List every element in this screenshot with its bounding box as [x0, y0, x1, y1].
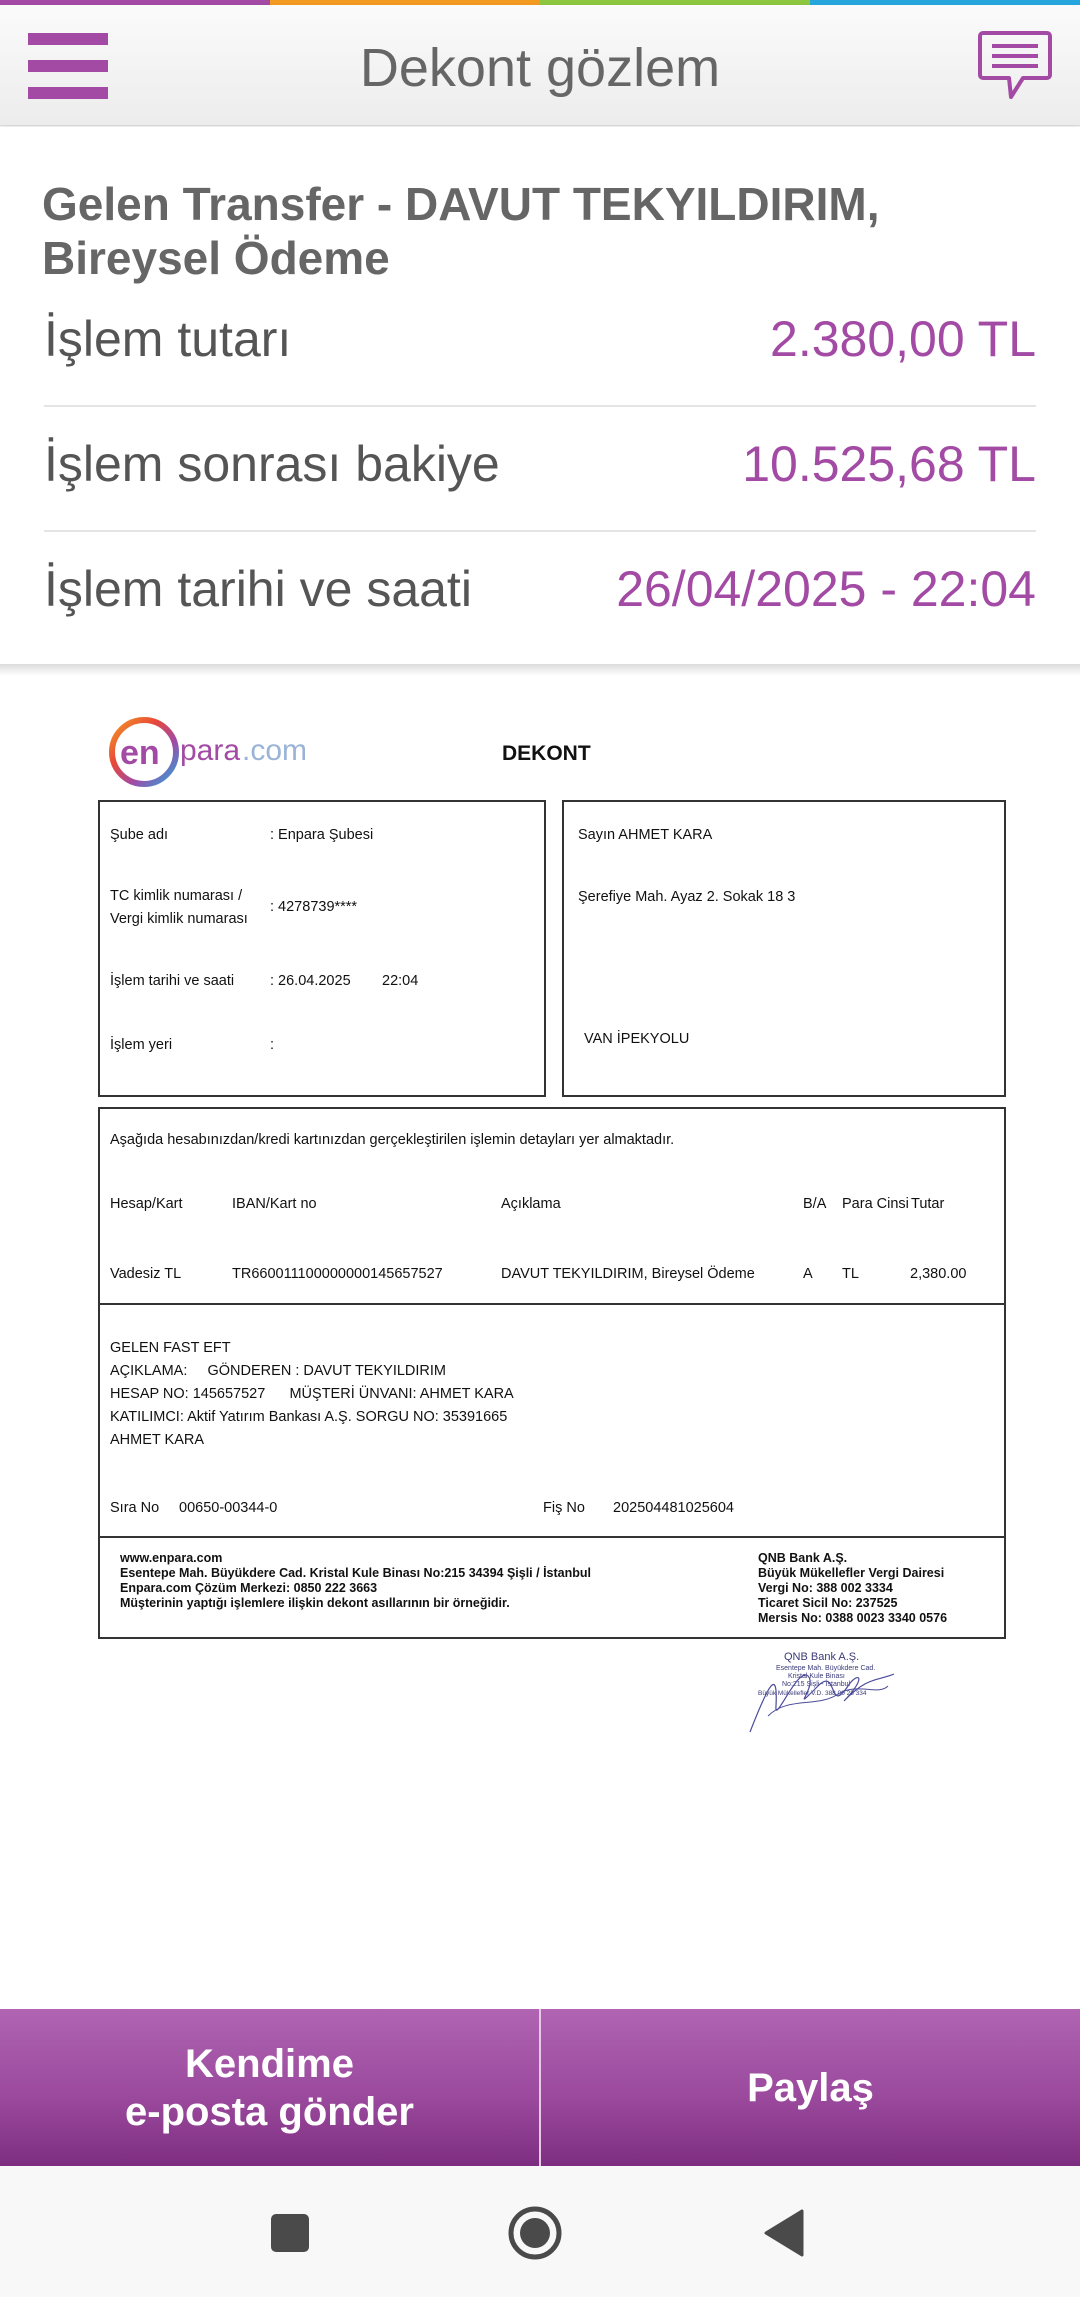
place-value: : [270, 1037, 275, 1053]
stamp-signature [748, 1646, 898, 1736]
cell-currency: TL [842, 1266, 859, 1282]
summary-divider-shadow [0, 664, 1080, 676]
detail-line-4: KATILIMCI: Aktif Yatırım Bankası A.Ş. SORGU NO: 35391665 [110, 1409, 508, 1425]
footer-left-2: Esentepe Mah. Büyükdere Cad. Kristal Kule Binası No:215 34394 Şişli / İstanbul [120, 1566, 591, 1580]
svg-text:Büyük Mükellefler V.D. 388 00: Büyük Mükellefler V.D. 388 00 23 334 [758, 1690, 867, 1697]
circle-home-icon[interactable] [500, 2198, 570, 2268]
col-description: Açıklama [501, 1196, 561, 1212]
sira-value: 00650-00344-0 [179, 1500, 278, 1516]
customer-info-box [562, 800, 1006, 1097]
datetime-value: 26/04/2025 - 22:04 [616, 561, 1036, 617]
footer-right-3: Vergi No: 388 002 3334 [758, 1581, 893, 1595]
triangle-back-icon[interactable] [750, 2198, 820, 2268]
footer-divider [100, 1536, 1004, 1538]
sira-label: Sıra No [110, 1500, 160, 1516]
date-value: : 26.04.2025 [270, 973, 351, 989]
place-label: İşlem yeri [110, 1037, 173, 1053]
amount-value: 2.380,00 TL [770, 311, 1036, 367]
footer-right-1: QNB Bank A.Ş. [758, 1551, 848, 1565]
cell-account: Vadesiz TL [110, 1266, 182, 1282]
balance-row [44, 407, 1036, 532]
svg-text:QNB Bank A.Ş.: QNB Bank A.Ş. [784, 1651, 860, 1663]
datetime-row [44, 532, 1036, 657]
share-button-label: Paylaş [747, 2065, 874, 2110]
col-ba: B/A [803, 1196, 827, 1212]
transaction-details-box [98, 1107, 1006, 1639]
logo-para-text: para [180, 734, 241, 767]
time-value: 22:04 [382, 973, 419, 989]
fis-value: 202504481025604 [613, 1500, 734, 1516]
col-amount: Tutar [911, 1196, 945, 1212]
fis-label: Fiş No [543, 1500, 585, 1516]
page-title: Dekont gözlem [359, 38, 721, 98]
branch-label: Şube adı [110, 827, 169, 843]
col-currency: Para Cinsi [842, 1196, 909, 1212]
amount-row [44, 282, 1036, 407]
customer-name: Sayın AHMET KARA [578, 827, 713, 843]
detail-line-2: AÇIKLAMA: GÖNDEREN : DAVUT TEKYILDIRIM [110, 1363, 446, 1379]
svg-text:Kristal Kule Binası: Kristal Kule Binası [788, 1673, 845, 1680]
customer-address: Şerefiye Mah. Ayaz 2. Sokak 18 3 [578, 889, 796, 905]
footer-left-1: www.enpara.com [120, 1551, 223, 1565]
footer-right-4: Ticaret Sicil No: 237525 [758, 1596, 898, 1610]
receipt-document [0, 676, 1080, 2010]
cell-description: DAVUT TEKYILDIRIM, Bireysel Ödeme [501, 1266, 755, 1282]
balance-label: İşlem sonrası bakiye [44, 436, 500, 492]
transaction-title: Gelen Transfer - DAVUT TEKYILDIRIM, Bireysel Ödeme [42, 178, 880, 284]
detail-line-3: HESAP NO: 145657527 MÜŞTERİ ÜNVANI: AHMET KARA [110, 1386, 514, 1402]
email-button-line-2: e-posta gönder [125, 2089, 414, 2134]
cell-iban: TR660011100000000145657527 [232, 1266, 443, 1282]
app-bar [0, 5, 1080, 126]
customer-city: VAN İPEKYOLU [584, 1031, 690, 1047]
chat-bubble-icon[interactable] [977, 29, 1053, 103]
detail-line-1: GELEN FAST EFT [110, 1340, 231, 1356]
receipt-title: DEKONT [502, 742, 591, 765]
logo-en-text: en [120, 734, 160, 772]
footer-right-5: Mersis No: 0388 0023 3340 0576 [758, 1611, 948, 1625]
footer-left-4: Müşterinin yaptığı işlemlere ilişkin dekont asıllarının bir örneğidir. [120, 1596, 510, 1610]
intro-text: Aşağıda hesabınızdan/kredi kartınızdan gerçekleştirilen işlemin detayları yer almaktadır. [110, 1132, 675, 1148]
table-divider [100, 1303, 1004, 1305]
col-iban: IBAN/Kart no [232, 1196, 317, 1212]
action-bar [0, 2009, 1080, 2166]
detail-line-5: AHMET KARA [110, 1432, 205, 1448]
branch-value: : Enpara Şubesi [270, 827, 374, 843]
tc-label-1: TC kimlik numarası / [110, 888, 243, 904]
cell-amount: 2,380.00 [910, 1266, 967, 1282]
svg-text:No:215 Şişli - İstanbul: No:215 Şişli - İstanbul [782, 1681, 851, 1688]
logo-com-text: .com [242, 734, 308, 767]
datetime-label: İşlem tarihi ve saati [44, 561, 472, 617]
tc-label-2: Vergi kimlik numarası [110, 911, 248, 927]
transaction-summary [0, 127, 1080, 667]
footer-left-3: Enpara.com Çözüm Merkezi: 0850 222 3663 [120, 1581, 378, 1595]
enpara-logo [108, 714, 318, 790]
system-navigation-bar [0, 2166, 1080, 2297]
share-button[interactable] [539, 2009, 1080, 2166]
amount-label: İşlem tutarı [44, 311, 292, 367]
balance-value: 10.525,68 TL [742, 436, 1036, 492]
svg-text:Esentepe Mah. Büyükdere Cad.: Esentepe Mah. Büyükdere Cad. [776, 1665, 876, 1672]
footer-right-2: Büyük Mükellefler Vergi Dairesi [758, 1566, 945, 1580]
date-label: İşlem tarihi ve saati [110, 973, 235, 989]
tc-value: : 4278739**** [270, 899, 358, 915]
branch-info-box [98, 800, 546, 1097]
email-button-line-1: Kendime [185, 2041, 354, 2086]
square-recents-icon[interactable] [255, 2198, 325, 2268]
cell-ba: A [803, 1266, 813, 1282]
col-account: Hesap/Kart [110, 1196, 183, 1212]
email-myself-button[interactable] [0, 2009, 539, 2166]
